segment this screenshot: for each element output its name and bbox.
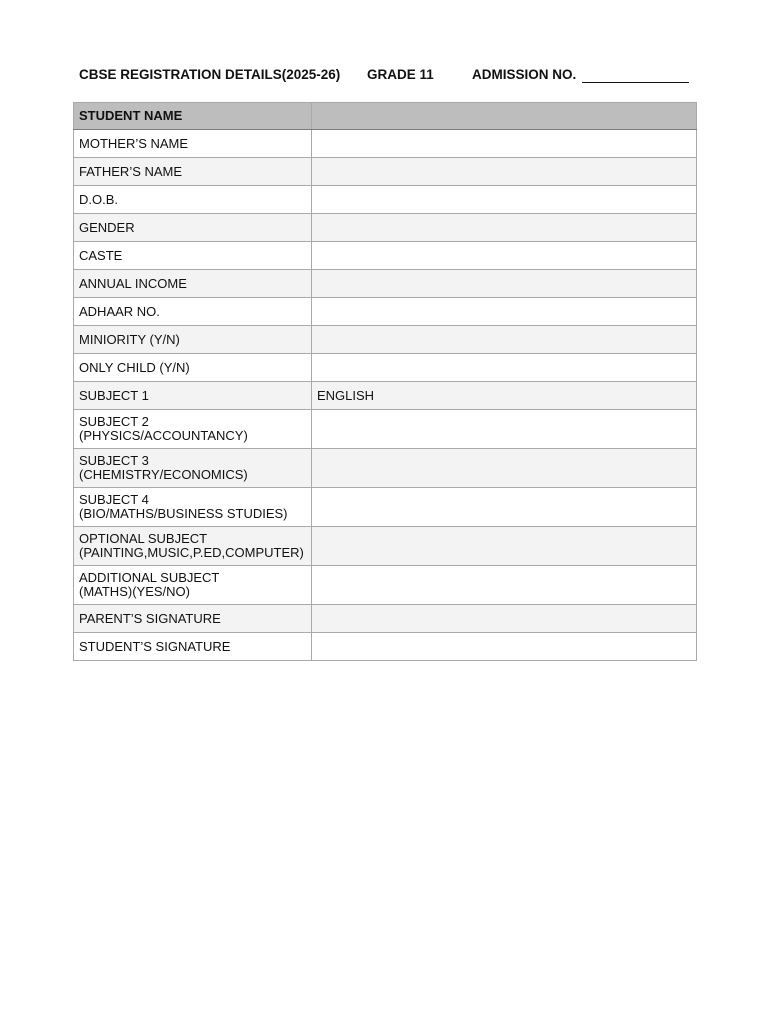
field-label: GENDER (74, 214, 312, 242)
table-row (74, 298, 697, 326)
field-value[interactable] (312, 449, 697, 488)
table-row (74, 214, 697, 242)
table-row (74, 410, 697, 449)
grade-label: GRADE 11 (367, 67, 434, 82)
table-row (74, 382, 697, 410)
field-value[interactable] (312, 354, 697, 382)
table-row (74, 130, 697, 158)
table-row (74, 449, 697, 488)
field-label: MOTHER’S NAME (74, 130, 312, 158)
table-row (74, 633, 697, 661)
field-value[interactable] (312, 130, 697, 158)
document-title: CBSE REGISTRATION DETAILS(2025-26) (79, 67, 341, 82)
field-label: ONLY CHILD (Y/N) (74, 354, 312, 382)
table-row (74, 605, 697, 633)
field-label: SUBJECT 4 (BIO/MATHS/BUSINESS STUDIES) (74, 488, 312, 527)
admission-number-blank[interactable] (582, 67, 689, 83)
field-value[interactable] (312, 158, 697, 186)
field-value[interactable] (312, 488, 697, 527)
table-row (74, 186, 697, 214)
field-value[interactable] (312, 527, 697, 566)
field-label: PARENT’S SIGNATURE (74, 605, 312, 633)
table-row (74, 527, 697, 566)
field-value[interactable]: ENGLISH (312, 382, 697, 410)
field-value[interactable] (312, 103, 697, 130)
field-label: ADDITIONAL SUBJECT (MATHS)(YES/NO) (74, 566, 312, 605)
admission-number-label: ADMISSION NO. (472, 67, 577, 82)
field-value[interactable] (312, 605, 697, 633)
field-label: SUBJECT 3 (CHEMISTRY/ECONOMICS) (74, 449, 312, 488)
field-value[interactable] (312, 270, 697, 298)
table-row (74, 488, 697, 527)
field-label: ANNUAL INCOME (74, 270, 312, 298)
field-label: SUBJECT 2 (PHYSICS/ACCOUNTANCY) (74, 410, 312, 449)
field-label: OPTIONAL SUBJECT (PAINTING,MUSIC,P.ED,COMPUTER) (74, 527, 312, 566)
table-row (74, 326, 697, 354)
field-label: STUDENT NAME (74, 103, 312, 130)
field-label: SUBJECT 1 (74, 382, 312, 410)
field-value[interactable] (312, 566, 697, 605)
field-label: FATHER’S NAME (74, 158, 312, 186)
table-row (74, 566, 697, 605)
form-header (79, 67, 719, 87)
field-value[interactable] (312, 214, 697, 242)
registration-form-table (73, 102, 697, 661)
table-row (74, 242, 697, 270)
field-label: ADHAAR NO. (74, 298, 312, 326)
field-value[interactable] (312, 186, 697, 214)
table-row (74, 158, 697, 186)
table-row (74, 354, 697, 382)
field-value[interactable] (312, 242, 697, 270)
field-value[interactable] (312, 326, 697, 354)
field-label: MINIORITY (Y/N) (74, 326, 312, 354)
field-value[interactable] (312, 298, 697, 326)
field-label: CASTE (74, 242, 312, 270)
field-value[interactable] (312, 410, 697, 449)
field-label: D.O.B. (74, 186, 312, 214)
table-row-student-name (74, 103, 697, 130)
table-row (74, 270, 697, 298)
field-value[interactable] (312, 633, 697, 661)
field-label: STUDENT’S SIGNATURE (74, 633, 312, 661)
